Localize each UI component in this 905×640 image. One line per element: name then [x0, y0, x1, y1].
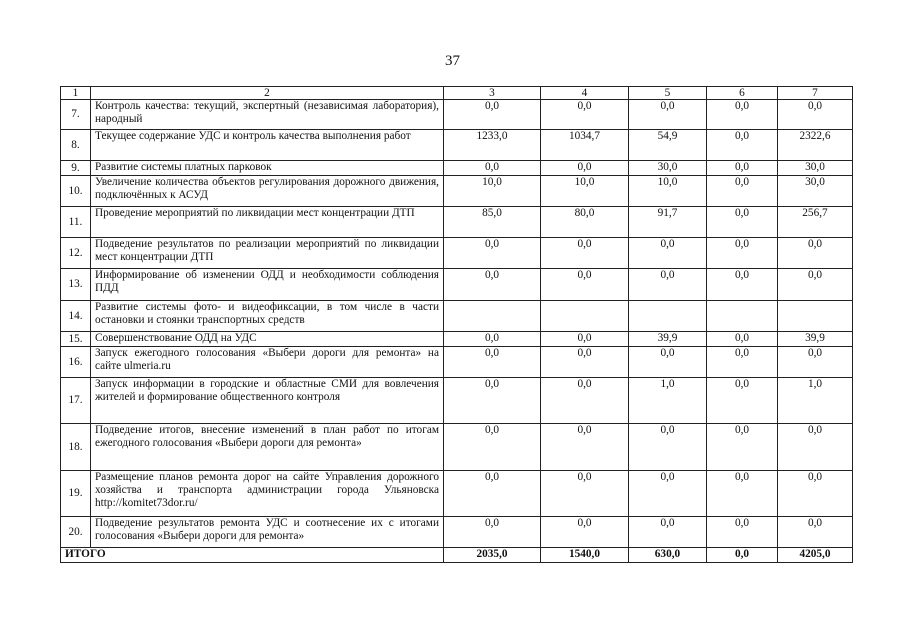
- table-row: [61, 471, 853, 517]
- table-header-row: [61, 87, 853, 100]
- total-value: 1540,0: [541, 548, 629, 563]
- value-cell: 1,0: [778, 378, 853, 424]
- row-number: 13.: [61, 269, 91, 301]
- row-number: 20.: [61, 517, 91, 548]
- row-number: 17.: [61, 378, 91, 424]
- value-cell: 1034,7: [541, 130, 629, 161]
- row-number: 7.: [61, 100, 91, 130]
- value-cell: 0,0: [541, 424, 629, 471]
- value-cell: 0,0: [541, 378, 629, 424]
- value-cell: 0,0: [778, 238, 853, 269]
- value-cell: 0,0: [629, 347, 707, 378]
- value-cell: 0,0: [707, 130, 778, 161]
- table-row: [61, 207, 853, 238]
- row-description: Запуск информации в городские и областные СМИ для вовлечения жителей и формирование общественного контроля: [91, 378, 444, 424]
- value-cell: 39,9: [629, 332, 707, 347]
- value-cell: 0,0: [541, 269, 629, 301]
- total-value: 4205,0: [778, 548, 853, 563]
- header-cell: 6: [707, 87, 778, 100]
- value-cell: [778, 301, 853, 332]
- value-cell: 0,0: [778, 517, 853, 548]
- value-cell: 0,0: [541, 517, 629, 548]
- table-row: [61, 378, 853, 424]
- row-number: 14.: [61, 301, 91, 332]
- page-number: 37: [445, 53, 460, 69]
- row-number: 12.: [61, 238, 91, 269]
- value-cell: 0,0: [541, 161, 629, 176]
- row-number: 15.: [61, 332, 91, 347]
- table-row: [61, 347, 853, 378]
- value-cell: 0,0: [707, 207, 778, 238]
- row-description: Подведение итогов, внесение изменений в план работ по итогам ежегодного голосования «Выбери дороги для ремонта»: [91, 424, 444, 471]
- table-row: [61, 176, 853, 207]
- value-cell: 30,0: [778, 176, 853, 207]
- row-description: Развитие системы фото- и видеофиксации, в том числе в части остановки и стоянки транспортных средств: [91, 301, 444, 332]
- row-description: Контроль качества: текущий, экспертный (независимая лаборатория), народный: [91, 100, 444, 130]
- row-description: Размещение планов ремонта дорог на сайте Управления дорожного хозяйства и транспорта администрации города Ульяновска http://komitet73dor.ru/: [91, 471, 444, 517]
- value-cell: 0,0: [444, 517, 541, 548]
- value-cell: 10,0: [629, 176, 707, 207]
- value-cell: [541, 301, 629, 332]
- value-cell: 0,0: [541, 471, 629, 517]
- value-cell: [629, 301, 707, 332]
- value-cell: 0,0: [707, 517, 778, 548]
- row-description: Подведение результатов по реализации мероприятий по ликвидации мест концентрации ДТП: [91, 238, 444, 269]
- value-cell: 0,0: [778, 471, 853, 517]
- row-description: Запуск ежегодного голосования «Выбери дороги для ремонта» на сайте ulmeria.ru: [91, 347, 444, 378]
- total-value: 0,0: [707, 548, 778, 563]
- header-cell: 1: [61, 87, 91, 100]
- value-cell: 0,0: [629, 424, 707, 471]
- row-number: 9.: [61, 161, 91, 176]
- row-number: 8.: [61, 130, 91, 161]
- value-cell: 0,0: [778, 424, 853, 471]
- table-row: [61, 269, 853, 301]
- value-cell: 0,0: [444, 424, 541, 471]
- value-cell: 0,0: [444, 238, 541, 269]
- header-cell: 4: [541, 87, 629, 100]
- value-cell: 80,0: [541, 207, 629, 238]
- row-description: Текущее содержание УДС и контроль качества выполнения работ: [91, 130, 444, 161]
- value-cell: 0,0: [707, 176, 778, 207]
- value-cell: 0,0: [778, 347, 853, 378]
- row-description: Совершенствование ОДД на УДС: [91, 332, 444, 347]
- header-cell: 2: [91, 87, 444, 100]
- value-cell: [444, 301, 541, 332]
- total-label: ИТОГО: [61, 548, 444, 563]
- budget-table: [60, 86, 853, 563]
- value-cell: 0,0: [444, 378, 541, 424]
- header-cell: 5: [629, 87, 707, 100]
- table-row: [61, 161, 853, 176]
- row-description: Развитие системы платных парковок: [91, 161, 444, 176]
- value-cell: 0,0: [629, 471, 707, 517]
- value-cell: 0,0: [629, 100, 707, 130]
- table-row: [61, 332, 853, 347]
- value-cell: 0,0: [629, 238, 707, 269]
- row-number: 18.: [61, 424, 91, 471]
- value-cell: 0,0: [444, 332, 541, 347]
- header-cell: 3: [444, 87, 541, 100]
- value-cell: 0,0: [629, 269, 707, 301]
- value-cell: 30,0: [629, 161, 707, 176]
- value-cell: 0,0: [778, 269, 853, 301]
- value-cell: 10,0: [541, 176, 629, 207]
- value-cell: 0,0: [541, 332, 629, 347]
- table-row: [61, 424, 853, 471]
- value-cell: 0,0: [629, 517, 707, 548]
- value-cell: 54,9: [629, 130, 707, 161]
- value-cell: 0,0: [707, 269, 778, 301]
- header-cell: 7: [778, 87, 853, 100]
- value-cell: 0,0: [541, 238, 629, 269]
- value-cell: [707, 301, 778, 332]
- value-cell: 0,0: [707, 378, 778, 424]
- value-cell: 0,0: [541, 100, 629, 130]
- value-cell: 1,0: [629, 378, 707, 424]
- row-number: 19.: [61, 471, 91, 517]
- value-cell: 0,0: [707, 238, 778, 269]
- value-cell: 0,0: [444, 161, 541, 176]
- row-description: Проведение мероприятий по ликвидации мест концентрации ДТП: [91, 207, 444, 238]
- total-row: [61, 548, 853, 563]
- table-row: [61, 517, 853, 548]
- value-cell: 0,0: [444, 471, 541, 517]
- value-cell: 0,0: [707, 332, 778, 347]
- value-cell: 0,0: [707, 161, 778, 176]
- table-row: [61, 100, 853, 130]
- value-cell: 256,7: [778, 207, 853, 238]
- value-cell: 0,0: [707, 471, 778, 517]
- table-row: [61, 238, 853, 269]
- value-cell: 1233,0: [444, 130, 541, 161]
- row-description: Подведение результатов ремонта УДС и соотнесение их с итогами голосования «Выбери дороги для ремонта»: [91, 517, 444, 548]
- row-description: Увеличение количества объектов регулирования дорожного движения, подключённых к АСУД: [91, 176, 444, 207]
- total-value: 2035,0: [444, 548, 541, 563]
- value-cell: 0,0: [541, 347, 629, 378]
- value-cell: 10,0: [444, 176, 541, 207]
- value-cell: 0,0: [444, 100, 541, 130]
- value-cell: 0,0: [707, 424, 778, 471]
- value-cell: 0,0: [778, 100, 853, 130]
- value-cell: 0,0: [444, 347, 541, 378]
- value-cell: 85,0: [444, 207, 541, 238]
- row-number: 11.: [61, 207, 91, 238]
- value-cell: 0,0: [707, 347, 778, 378]
- row-number: 10.: [61, 176, 91, 207]
- value-cell: 2322,6: [778, 130, 853, 161]
- value-cell: 30,0: [778, 161, 853, 176]
- table-row: [61, 130, 853, 161]
- value-cell: 0,0: [444, 269, 541, 301]
- total-value: 630,0: [629, 548, 707, 563]
- row-number: 16.: [61, 347, 91, 378]
- value-cell: 39,9: [778, 332, 853, 347]
- table-row: [61, 301, 853, 332]
- value-cell: 0,0: [707, 100, 778, 130]
- value-cell: 91,7: [629, 207, 707, 238]
- row-description: Информирование об изменении ОДД и необходимости соблюдения ПДД: [91, 269, 444, 301]
